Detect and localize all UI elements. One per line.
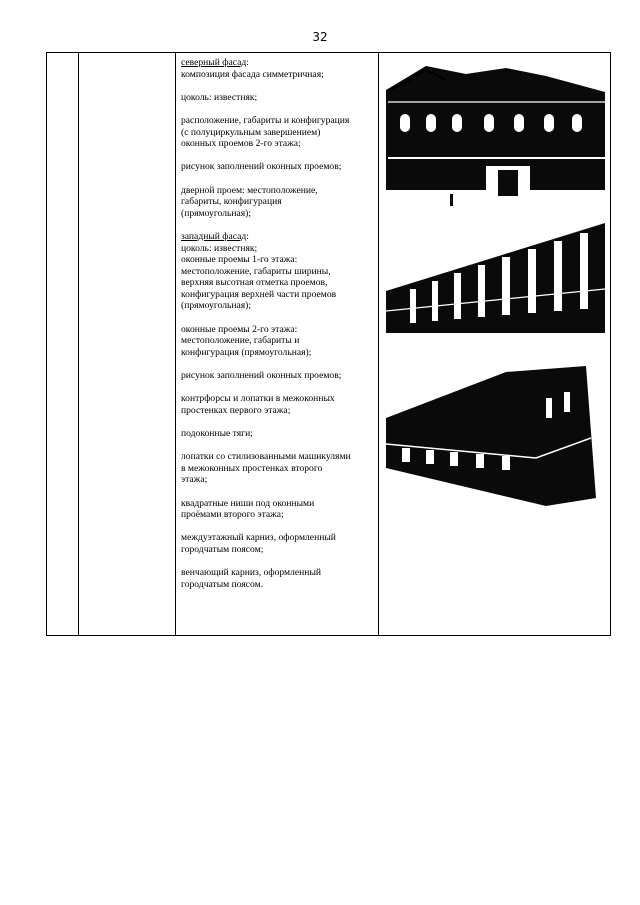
name-cell [79,53,176,636]
west-facade-block [181,231,374,312]
west-facade-item: контрфорсы и лопатки в межоконных простенках первого этажа; [181,393,335,416]
west-facade-item: венчающий карниз, оформленный городчатым поясом. [181,567,322,590]
west-facade-item: рисунок заполнений оконных проемов; [181,370,342,382]
west-facade-heading: западный фасад [181,230,247,242]
north-facade-line: : композиция фасада симметричная; [181,57,324,80]
north-facade-item: рисунок заполнений оконных проемов; [181,161,342,173]
corner-facade-photo [386,358,605,508]
table-row [47,53,611,636]
west-facade-item: подоконные тяги; [181,428,253,439]
west-facade-item: междуэтажный карниз, оформленный городчатым поясом; [181,532,336,555]
page-number: 32 [312,30,328,44]
north-facade-item: расположение, габариты и конфигурация (с полуциркульным завершением) оконных проемов 2-го этажа; [181,114,350,150]
photos-cell [379,53,611,636]
north-facade-heading: северный фасад [181,57,247,68]
west-facade-photo [386,215,605,355]
north-facade-block [181,57,374,80]
number-cell [47,53,79,636]
west-facade-item: оконные проемы 2-го этажа: местоположение, габариты и конфигурация (прямоугольная); [181,323,312,358]
north-facade-photo [386,62,605,212]
west-facade-item: квадратные ниши под оконными проёмами второго этажа; [181,497,315,521]
description-cell [176,53,379,636]
facade-table [46,52,611,636]
west-facade-line: : цоколь: известняк; оконные проемы 1-го этажа: местоположение, габариты ширины, верхняя высотная отметка проемов, конфигурация верхней части проемов (прямоугольная); [181,230,337,312]
north-facade-item: цоколь: известняк; [181,91,258,103]
west-facade-item: лопатки со стилизованными машикулями в межоконных простенках второго этажа; [181,451,351,486]
north-facade-item: дверной проем: местоположение, габариты, конфигурация (прямоугольная); [181,184,318,219]
